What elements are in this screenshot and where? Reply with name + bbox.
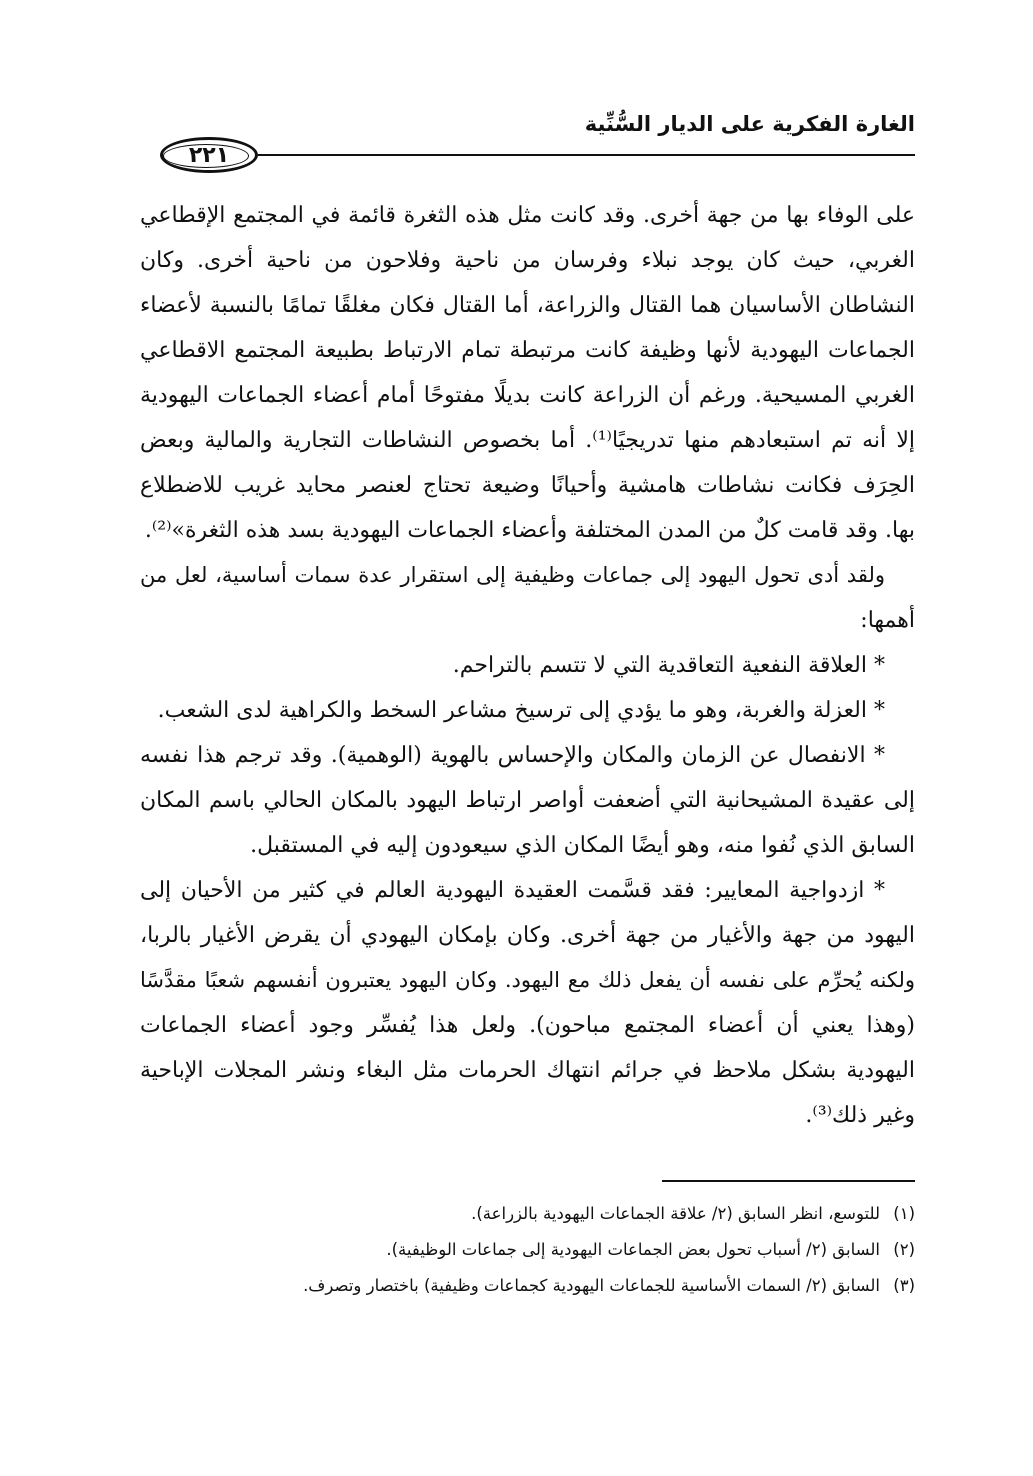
text-line: أهمها: xyxy=(860,608,915,633)
page-number-badge: ٢٢١ xyxy=(160,137,258,173)
paragraph-1 xyxy=(140,193,915,553)
footnote-rule xyxy=(662,1180,915,1182)
text-line: * الانفصال عن الزمان والمكان والإحساس بالهوية (الوهمية). وقد ترجم هذا نفسه xyxy=(140,743,885,768)
running-title: الغارة الفكرية على الديار السُّنِّية xyxy=(584,112,915,136)
text-line: اليهودية بشكل ملاحظ في جرائم انتهاك الحرمات مثل البغاء ونشر المجلات الإباحية xyxy=(140,1058,915,1083)
bullet-1 xyxy=(140,643,915,688)
footnote-text: السابق (٢/ السمات الأساسية للجماعات اليهودية كجماعات وظيفية) باختصار وتصرف. xyxy=(303,1276,880,1295)
text-line: إلا أنه تم استبعادهم منها تدريجيًا⁽¹⁾. أما بخصوص النشاطات التجارية والمالية وبعض xyxy=(140,428,915,453)
text-line: وغير ذلك⁽³⁾. xyxy=(805,1103,915,1128)
footnote-3 xyxy=(140,1268,915,1304)
text-line: بها. وقد قامت كلٌ من المدن المختلفة وأعضاء الجماعات اليهودية بسد هذه الثغرة»⁽²⁾. xyxy=(144,518,915,543)
text-line: إلى عقيدة المشيحانية التي أضعفت أواصر ارتباط اليهود بالمكان الحالي باسم المكان xyxy=(140,788,915,813)
header-rule xyxy=(258,154,915,156)
bullet-3 xyxy=(140,733,915,868)
bullet-2 xyxy=(140,688,915,733)
text-line: ولقد أدى تحول اليهود إلى جماعات وظيفية إلى استقرار عدة سمات أساسية، لعل من xyxy=(140,563,885,587)
footnote-text: السابق (٢/ أسباب تحول بعض الجماعات اليهودية إلى جماعات الوظيفية). xyxy=(386,1240,880,1259)
text-line: الغربي المسيحية. ورغم أن الزراعة كانت بديلًا مفتوحًا أمام أعضاء الجماعات اليهودية xyxy=(140,383,915,408)
text-line: الغربي، حيث كان يوجد نبلاء وفرسان من ناحية وفلاحون من ناحية أخرى. وكان xyxy=(140,248,915,273)
text-line: على الوفاء بها من جهة أخرى. وقد كانت مثل هذه الثغرة قائمة في المجتمع الإقطاعي xyxy=(140,203,915,228)
footnotes xyxy=(140,1196,915,1304)
text-line: * ازدواجية المعايير: فقد قسَّمت العقيدة اليهودية العالم في كثير من الأحيان إلى xyxy=(140,878,885,903)
bullet-4 xyxy=(140,868,915,1138)
text-line: اليهود من جهة والأغيار من جهة أخرى. وكان بإمكان اليهودي أن يقرض الأغيار بالربا، xyxy=(140,923,915,948)
text-line: * العلاقة النفعية التعاقدية التي لا تتسم بالتراحم. xyxy=(452,653,885,678)
paragraph-2 xyxy=(140,553,915,643)
body-text xyxy=(140,193,915,1138)
text-line: السابق الذي نُفوا منه، وهو أيضًا المكان الذي سيعودون إليه في المستقبل. xyxy=(250,833,915,858)
text-line: (وهذا يعني أن أعضاء المجتمع مباحون). ولعل هذا يُفسِّر وجود أعضاء الجماعات xyxy=(140,1013,915,1038)
text-line: * العزلة والغربة، وهو ما يؤدي إلى ترسيخ مشاعر السخط والكراهية لدى الشعب. xyxy=(157,698,885,723)
footnote-number: (٢) xyxy=(893,1240,915,1259)
text-line: النشاطان الأساسيان هما القتال والزراعة، أما القتال فكان مغلقًا تمامًا بالنسبة لأعضاء xyxy=(140,293,915,318)
footnote-1 xyxy=(140,1196,915,1232)
text-line: الحِرَف فكانت نشاطات هامشية وأحيانًا وضيعة تحتاج لعنصر محايد غريب للاضطلاع xyxy=(140,473,915,498)
text-line: الجماعات اليهودية لأنها وظيفة كانت مرتبطة تمام الارتباط بطبيعة المجتمع الاقطاعي xyxy=(140,338,915,363)
text-line: ولكنه يُحرِّم على نفسه أن يفعل ذلك مع اليهود. وكان اليهود يعتبرون أنفسهم شعبًا مقدَّسًا xyxy=(140,968,915,992)
footnote-number: (٣) xyxy=(893,1276,915,1295)
footnote-text: للتوسع، انظر السابق (٢/ علاقة الجماعات اليهودية بالزراعة). xyxy=(471,1204,880,1223)
footnote-2 xyxy=(140,1232,915,1268)
footnote-number: (١) xyxy=(893,1204,915,1223)
